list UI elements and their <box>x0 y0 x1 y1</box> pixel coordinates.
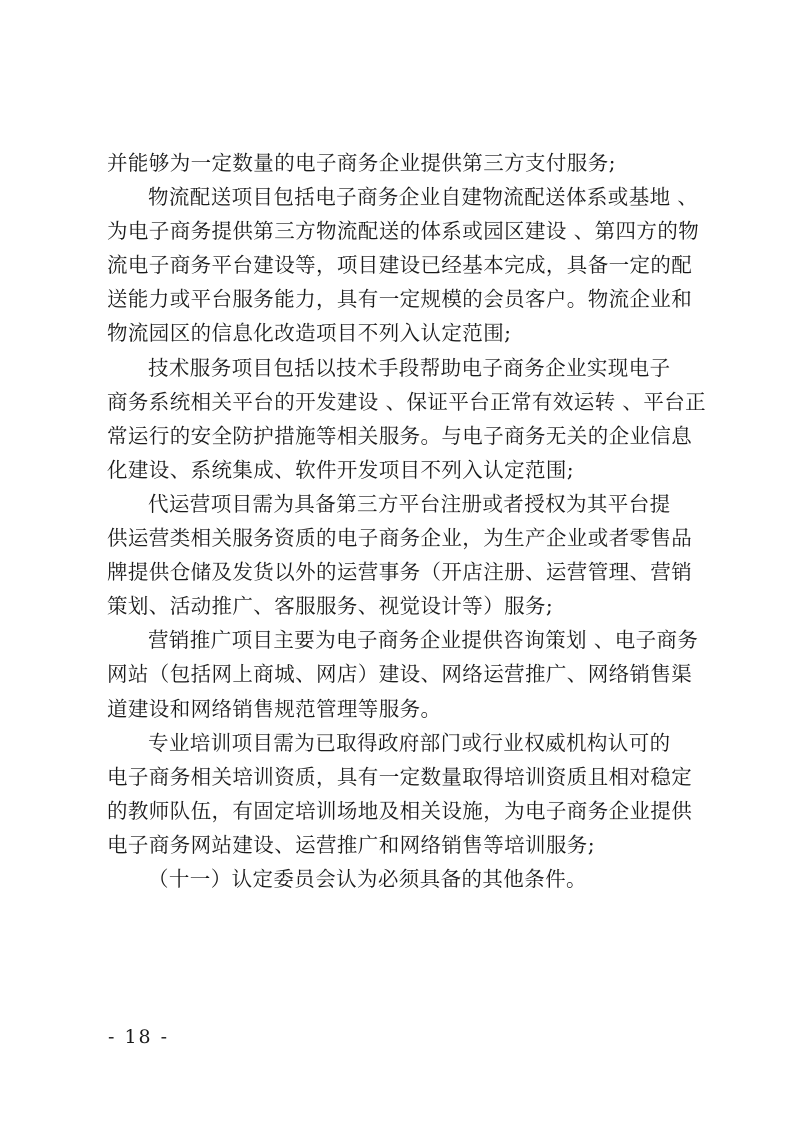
text-line: 供运营类相关服务资质的电子商务企业，为生产企业或者零售品 <box>107 526 693 551</box>
paragraph-start-line: 代运营项目需为具备第三方平台注册或者授权为其平台提 <box>148 491 671 516</box>
page-number: - 18 - <box>108 1026 170 1048</box>
text-line: 的教师队伍，有固定培训场地及相关设施，为电子商务企业提供 <box>107 798 693 823</box>
text-line: 策划、活动推广、客服服务、视觉设计等）服务; <box>107 594 554 619</box>
text-line: 道建设和网络销售规范管理等服务。 <box>107 696 442 721</box>
text-line: 电子商务相关培训资质，具有一定数量取得培训资质且相对稳定 <box>107 764 693 789</box>
text-line: 为电子商务提供第三方物流配送的体系或园区建设 、第四方的物 <box>107 219 700 244</box>
text-line: 物流园区的信息化改造项目不列入认定范围; <box>107 321 512 346</box>
text-line: 化建设、系统集成、软件开发项目不列入认定范围; <box>107 457 575 482</box>
text-line: 常运行的安全防护措施等相关服务。与电子商务无关的企业信息 <box>107 423 693 448</box>
text-line: 流电子商务平台建设等，项目建设已经基本完成，具备一定的配 <box>107 253 693 278</box>
text-line: 电子商务网站建设、运营推广和网络销售等培训服务; <box>107 832 596 857</box>
text-line: 网站（包括网上商城、网店）建设、网络运营推广、网络销售渠 <box>107 662 693 687</box>
text-line: 商务系统相关平台的开发建设 、保证平台正常有效运转 、平台正 <box>107 389 707 414</box>
paragraph-start-line: 专业培训项目需为已取得政府部门或行业权威机构认可的 <box>148 730 671 755</box>
text-line: 送能力或平台服务能力，具有一定规模的会员客户。物流企业和 <box>107 287 693 312</box>
text-line: 牌提供仓储及发货以外的运营事务（开店注册、运营管理、营销 <box>107 560 693 585</box>
text-line: 并能够为一定数量的电子商务企业提供第三方支付服务; <box>107 151 616 175</box>
paragraph-start-line: 技术服务项目包括以技术手段帮助电子商务企业实现电子 <box>148 355 671 380</box>
paragraph-start-line: 营销推广项目主要为电子商务企业提供咨询策划 、电子商务 <box>148 628 699 653</box>
document-body <box>107 146 707 896</box>
paragraph-start-line: 物流配送项目包括电子商务企业自建物流配送体系或基地 、 <box>148 185 699 210</box>
paragraph-start-line: （十一）认定委员会认为必须具备的其他条件。 <box>148 866 587 891</box>
